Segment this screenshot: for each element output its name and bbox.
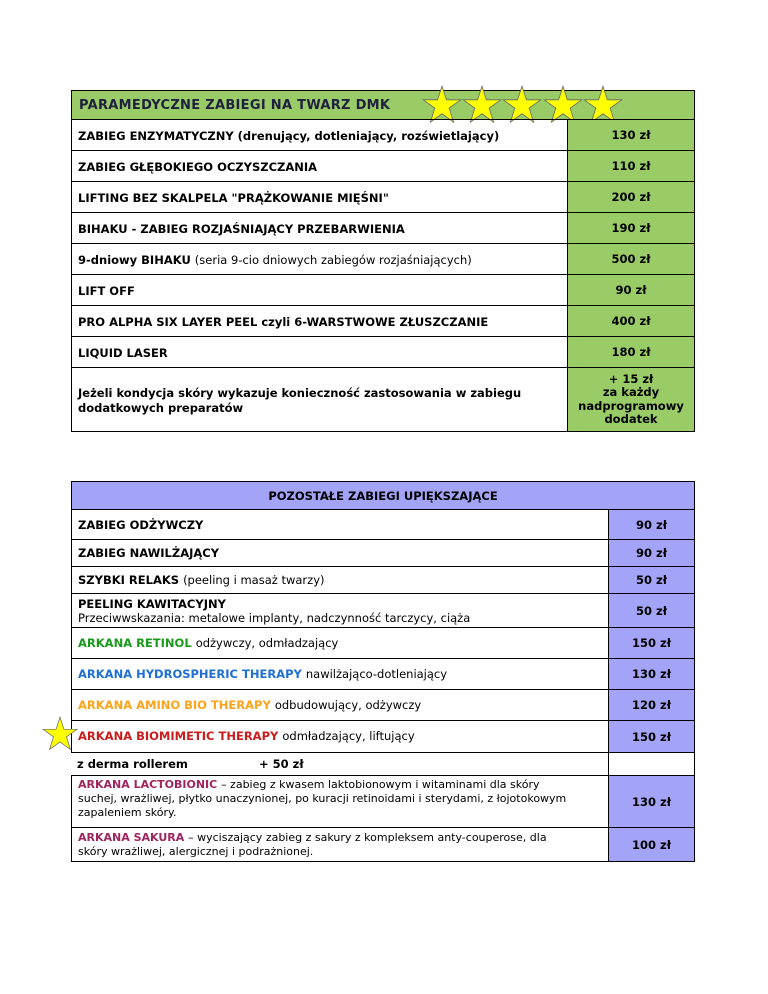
price-cell: 50 zł: [608, 593, 695, 628]
price-cell: 90 zł: [608, 539, 695, 567]
price-cell: 130 zł: [608, 775, 695, 828]
lacto-line2: suchej, wrażliwej, płytko unaczynionej, po kuracji retinoidami i sterydami, z łojotokowym: [78, 792, 567, 805]
table-row-sakura: [71, 827, 609, 862]
table-row: [71, 243, 568, 275]
row-note: nawilżająco-dotleniający: [305, 667, 448, 681]
row-title: ARKANA BIOMIMETIC THERAPY: [78, 729, 279, 743]
table-row: [71, 566, 609, 594]
price-cell: 120 zł: [608, 689, 695, 721]
price-cell: 100 zł: [608, 827, 695, 862]
price-cell: 400 zł: [567, 305, 695, 337]
price-cell: 130 zł: [567, 119, 695, 151]
price-cell: 180 zł: [567, 336, 695, 368]
sakura-line2: skóry wrażliwej, alergicznej i podrażnionej.: [78, 845, 314, 858]
table2-title: POZOSTAŁE ZABIEGI UPIĘKSZAJĄCE: [268, 489, 498, 503]
table-row: LIQUID LASER: [71, 336, 568, 368]
sakura-line1: – wyciszający zabieg z sakury z kompleksem anty-couperose, dla: [188, 831, 547, 844]
star-icon: [42, 716, 78, 752]
extra-price-cell: [567, 367, 695, 432]
extra-line1: Jeżeli kondycja skóry wykazuje konieczność zastosowania w zabiegu: [78, 386, 522, 400]
lacto-title: ARKANA LACTOBIONIC: [78, 778, 218, 791]
price-cell: 190 zł: [567, 212, 695, 244]
table-row: LIFT OFF: [71, 274, 568, 306]
row-title: 9-dniowy BIHAKU: [78, 253, 191, 267]
table-row-lacto: [71, 775, 609, 828]
row-note: (seria 9-cio dniowych zabiegów rozjaśniających): [194, 253, 472, 267]
price-cell: 50 zł: [608, 566, 695, 594]
price-cell: 130 zł: [608, 658, 695, 690]
row-title: SZYBKI RELAKS: [78, 573, 180, 587]
row-note: (peeling i masaż twarzy): [183, 573, 325, 587]
sakura-title: ARKANA SAKURA: [78, 831, 185, 844]
derma-label: z derma rollerem: [77, 757, 188, 771]
price-cell: 110 zł: [567, 150, 695, 182]
extra-price-line3: nadprogramowy: [578, 398, 684, 413]
price-cell: 150 zł: [608, 720, 695, 753]
table-row: ZABIEG ENZYMATYCZNY (drenujący, dotleniający, rozświetlający): [71, 119, 568, 151]
table-row: [71, 593, 609, 628]
table-row: BIHAKU - ZABIEG ROZJAŚNIAJĄCY PRZEBARWIENIA: [71, 212, 568, 244]
table-row: ZABIEG NAWILŻAJĄCY: [71, 539, 609, 567]
row-note: Przeciwwskazania: metalowe implanty, nadczynność tarczycy, ciąża: [78, 611, 471, 625]
row-title: ARKANA AMINO BIO THERAPY: [78, 698, 271, 712]
row-title: ARKANA HYDROSPHERIC THERAPY: [78, 667, 302, 681]
price-cell: 200 zł: [567, 181, 695, 213]
table-row-extra: [71, 367, 568, 432]
lacto-line1: – zabieg z kwasem laktobionowym i witaminami dla skóry: [221, 778, 540, 791]
price-cell: 150 zł: [608, 627, 695, 659]
table-row: PRO ALPHA SIX LAYER PEEL czyli 6-WARSTWOWE ZŁUSZCZANIE: [71, 305, 568, 337]
row-note: odżywczy, odmładzający: [195, 636, 339, 650]
table-row: ZABIEG ODŻYWCZY: [71, 509, 609, 540]
empty-price-cell: [608, 752, 695, 776]
row-title: PEELING KAWITACYJNY: [78, 597, 226, 611]
lacto-line3: zapaleniem skóry.: [78, 806, 177, 819]
table1-title: PARAMEDYCZNE ZABIEGI NA TWARZ DMK: [79, 98, 391, 113]
price-cell: 90 zł: [608, 509, 695, 540]
table2-header: [71, 481, 695, 510]
extra-line2: dodatkowych preparatów: [78, 401, 244, 415]
derma-roller-row: [71, 752, 609, 776]
row-note: odmładzający, liftujący: [282, 729, 415, 743]
table-row: [71, 658, 609, 690]
extra-price-line1: + 15 zł: [608, 371, 654, 386]
row-note: odbudowujący, odżywczy: [274, 698, 422, 712]
table-row: LIFTING BEZ SKALPELA "PRĄŻKOWANIE MIĘŚNI": [71, 181, 568, 213]
price-cell: 500 zł: [567, 243, 695, 275]
table-row: [71, 689, 609, 721]
extra-price-line4: dodatek: [604, 412, 658, 426]
price-cell: 90 zł: [567, 274, 695, 306]
derma-price: + 50 zł: [259, 757, 304, 771]
extra-price-line2: za każdy: [602, 385, 660, 399]
table-row: [71, 720, 609, 753]
table-row: [71, 627, 609, 659]
row-title: ARKANA RETINOL: [78, 636, 192, 650]
table-row: ZABIEG GŁĘBOKIEGO OCZYSZCZANIA: [71, 150, 568, 182]
